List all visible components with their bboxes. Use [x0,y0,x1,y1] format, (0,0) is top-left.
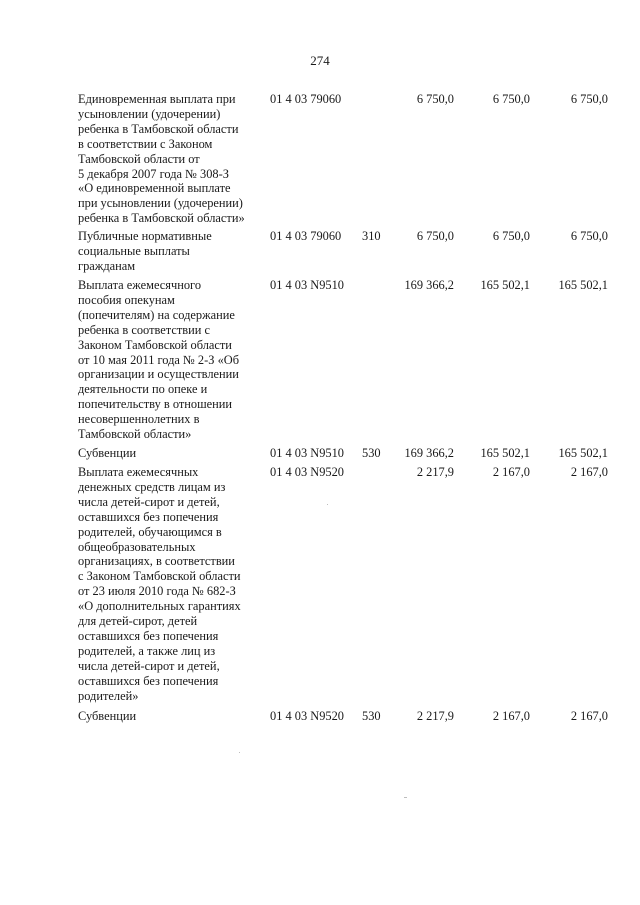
row-description: Субвенции [78,709,137,723]
row-value-3: 165 502,1 [558,446,608,460]
row-value-1: 169 366,2 [404,446,454,460]
scan-speck [239,752,240,753]
row-description: Выплата ежемесячных денежных средств лицам из числа детей-сирот и детей, оставшихся без попечения родителей, обучающимся в общеобразовательных организациях, в соответствии с Законом Тамбовской области от 23 июля 2010 года № 682-З «О дополнительных гарантиях для детей-сирот, детей оставшихся без попечения родителей, а также лиц из числа детей-сирот и детей, оставшихся без попечения родителей» [78,465,241,703]
row-code: 01 4 03 N9520 [270,465,344,479]
row-value-2: 165 502,1 [480,446,530,460]
row-value-1: 2 217,9 [416,709,454,723]
page-number: 274 [310,53,330,68]
row-value-3: 6 750,0 [570,92,608,106]
row-expense-type: 310 [362,229,381,243]
row-description: Выплата ежемесячного пособия опекунам (попечителям) на содержание ребенка в соответствии с Законом Тамбовской области от 10 мая 2011 года № 2-З «Об организации и осуществлении деятельности по опеке и попечительству в отношении несовершеннолетних в Тамбовской области» [78,278,240,442]
row-description: Публичные нормативные социальные выплаты гражданам [78,229,212,273]
row-value-2: 6 750,0 [492,229,530,243]
row-code: 01 4 03 79060 [270,229,342,243]
row-value-1: 169 366,2 [404,278,454,292]
row-description: Единовременная выплата при усыновлении (удочерении) ребенка в Тамбовской области в соответствии с Законом Тамбовской области от 5 декабря 2007 года № 308-З «О единовременной выплате при усыновлении (удочерении) ребенка в Тамбовской области» [78,92,245,226]
row-value-2: 2 167,0 [492,465,530,479]
row-value-3: 6 750,0 [570,229,608,243]
row-value-3: 2 167,0 [570,465,608,479]
row-value-1: 6 750,0 [416,92,454,106]
row-value-3: 165 502,1 [558,278,608,292]
row-value-3: 2 167,0 [570,709,608,723]
scan-speck [327,504,328,505]
row-value-2: 2 167,0 [492,709,530,723]
row-value-1: 2 217,9 [416,465,454,479]
row-code: 01 4 03 N9510 [270,278,344,292]
scan-speck [404,797,407,798]
row-code: 01 4 03 N9510 [270,446,344,460]
row-value-1: 6 750,0 [416,229,454,243]
row-code: 01 4 03 79060 [270,92,342,106]
row-value-2: 165 502,1 [480,278,530,292]
row-description: Субвенции [78,446,137,460]
row-value-2: 6 750,0 [492,92,530,106]
row-code: 01 4 03 N9520 [270,709,344,723]
row-expense-type: 530 [362,446,381,460]
row-expense-type: 530 [362,709,381,723]
